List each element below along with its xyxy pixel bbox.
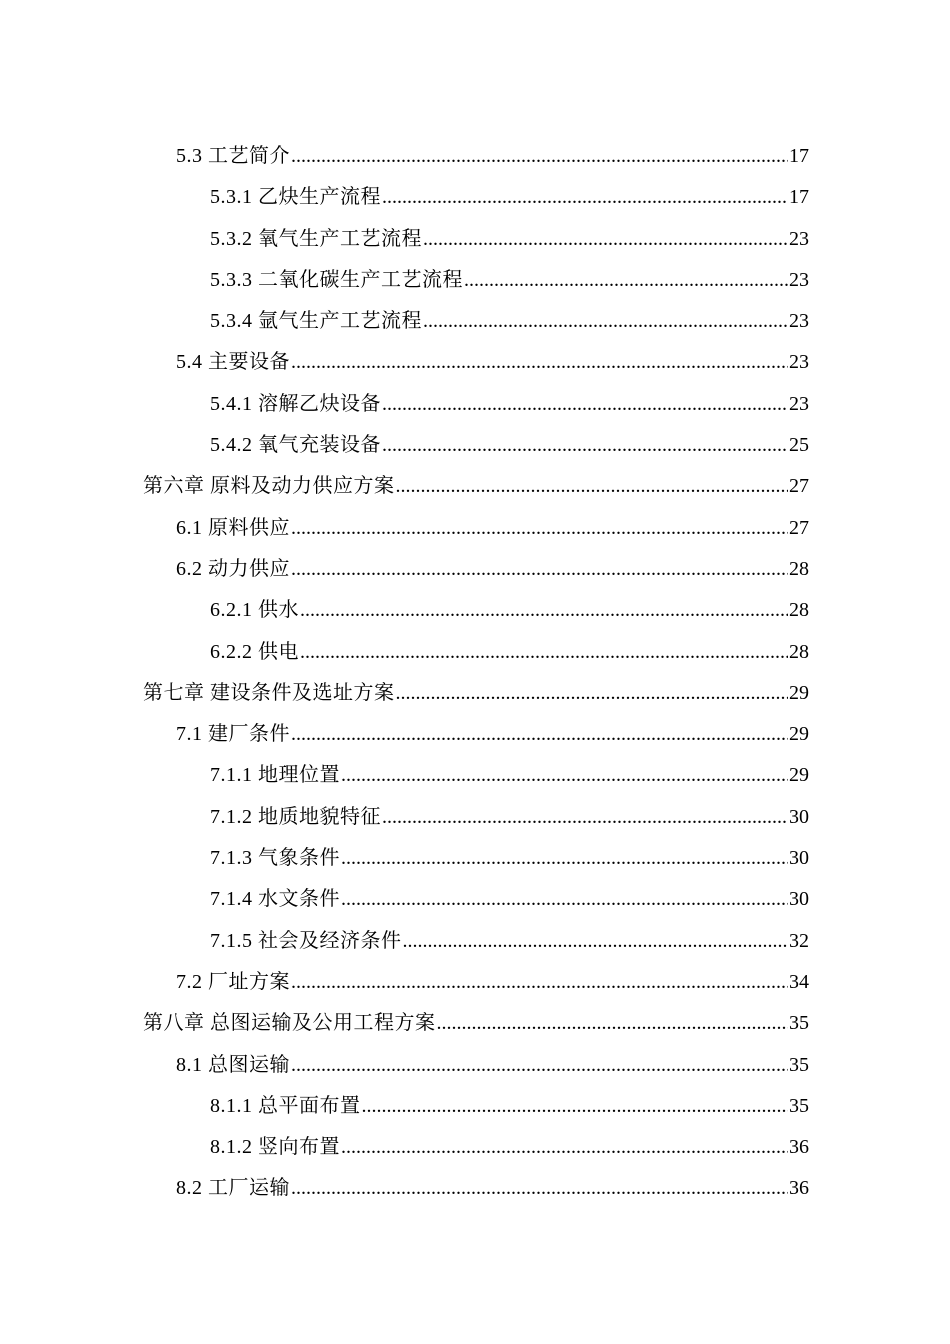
toc-dot-leader (396, 466, 789, 507)
toc-entry-label: 7.1 建厂条件 (176, 723, 290, 746)
toc-entry-page-number: 35 (789, 1053, 809, 1076)
toc-dot-leader (291, 508, 788, 549)
toc-dot-leader (382, 177, 788, 218)
toc-dot-leader (382, 425, 788, 466)
toc-entry-page-number: 29 (789, 681, 809, 704)
toc-entry-page-number: 35 (789, 1094, 809, 1117)
toc-entry-page-number: 32 (789, 929, 809, 952)
toc-entry-label: 7.1.4 水文条件 (210, 888, 340, 911)
toc-dot-leader (382, 797, 788, 838)
toc-entry[interactable] (143, 136, 809, 177)
toc-dot-leader (341, 879, 788, 920)
toc-dot-leader (382, 384, 788, 425)
toc-entry-label: 6.2.1 供水 (210, 599, 299, 622)
toc-entry-label: 第六章 原料及动力供应方案 (143, 475, 395, 498)
toc-entry[interactable] (143, 879, 809, 920)
toc-dot-leader (341, 838, 788, 879)
toc-entry[interactable] (143, 962, 809, 1003)
toc-entry[interactable] (143, 301, 809, 342)
toc-entry-page-number: 17 (789, 145, 809, 167)
toc-entry-label: 5.3.3 二氧化碳生产工艺流程 (210, 268, 463, 291)
toc-dot-leader (423, 301, 788, 342)
toc-entry[interactable] (143, 342, 809, 383)
toc-entry-page-number: 35 (789, 1012, 809, 1035)
toc-entry-page-number: 23 (789, 351, 809, 374)
toc-entry-page-number: 28 (789, 557, 809, 580)
toc-entry-page-number: 30 (789, 888, 809, 911)
toc-entry-label: 6.2.2 供电 (210, 640, 299, 663)
toc-entry-label: 5.3 工艺简介 (176, 145, 290, 167)
toc-entry-page-number: 28 (789, 599, 809, 622)
toc-dot-leader (300, 632, 788, 673)
toc-entry-label: 5.3.1 乙炔生产流程 (210, 186, 381, 209)
toc-entry[interactable] (143, 1086, 809, 1127)
toc-entry-label: 5.4.1 溶解乙炔设备 (210, 392, 381, 415)
toc-dot-leader (423, 219, 788, 260)
toc-entry-label: 第七章 建设条件及选址方案 (143, 681, 395, 704)
toc-entry-label: 5.4 主要设备 (176, 351, 290, 374)
toc-entry-page-number: 30 (789, 847, 809, 870)
toc-entry-page-number: 23 (789, 268, 809, 291)
toc-entry[interactable] (143, 549, 809, 590)
toc-entry[interactable] (143, 219, 809, 260)
toc-entry[interactable] (143, 673, 809, 714)
toc-entry[interactable] (143, 1045, 809, 1086)
toc-dot-leader (464, 260, 788, 301)
table-of-contents (143, 136, 809, 1210)
toc-entry[interactable] (143, 1127, 809, 1168)
toc-entry[interactable] (143, 755, 809, 796)
toc-entry-label: 第八章 总图运输及公用工程方案 (143, 1012, 436, 1035)
toc-dot-leader (291, 1045, 788, 1086)
toc-entry-page-number: 27 (789, 516, 809, 539)
toc-entry-label: 6.2 动力供应 (176, 557, 290, 580)
toc-dot-leader (437, 1003, 789, 1044)
toc-entry-page-number: 27 (789, 475, 809, 498)
toc-entry[interactable] (143, 632, 809, 673)
toc-dot-leader (341, 755, 788, 796)
toc-entry[interactable] (143, 384, 809, 425)
toc-entry-page-number: 23 (789, 227, 809, 250)
toc-entry[interactable] (143, 714, 809, 755)
toc-entry-page-number: 23 (789, 392, 809, 415)
toc-entry-page-number: 28 (789, 640, 809, 663)
toc-entry-page-number: 17 (789, 186, 809, 209)
toc-dot-leader (396, 673, 789, 714)
toc-entry-label: 7.2 厂址方案 (176, 970, 290, 993)
toc-entry-page-number: 36 (789, 1177, 809, 1200)
toc-entry-page-number: 30 (789, 805, 809, 828)
toc-dot-leader (291, 549, 788, 590)
toc-entry-label: 5.4.2 氧气充装设备 (210, 434, 381, 457)
toc-entry[interactable] (143, 177, 809, 218)
toc-entry[interactable] (143, 1003, 809, 1044)
toc-entry-label: 6.1 原料供应 (176, 516, 290, 539)
toc-entry-label: 5.3.4 氩气生产工艺流程 (210, 310, 422, 333)
toc-entry[interactable] (143, 1168, 809, 1209)
toc-dot-leader (291, 136, 788, 177)
toc-entry-label: 5.3.2 氧气生产工艺流程 (210, 227, 422, 250)
toc-entry[interactable] (143, 797, 809, 838)
toc-entry[interactable] (143, 466, 809, 507)
toc-dot-leader (403, 921, 789, 962)
toc-entry-label: 8.1.1 总平面布置 (210, 1094, 361, 1117)
toc-entry-page-number: 36 (789, 1136, 809, 1159)
toc-entry-label: 7.1.2 地质地貌特征 (210, 805, 381, 828)
toc-dot-leader (291, 714, 788, 755)
toc-entry[interactable] (143, 425, 809, 466)
toc-dot-leader (300, 590, 788, 631)
toc-entry[interactable] (143, 508, 809, 549)
toc-dot-leader (362, 1086, 789, 1127)
toc-entry-label: 8.1 总图运输 (176, 1053, 290, 1076)
toc-entry[interactable] (143, 838, 809, 879)
toc-dot-leader (341, 1127, 788, 1168)
toc-entry-label: 7.1.1 地理位置 (210, 764, 340, 787)
toc-entry-label: 7.1.5 社会及经济条件 (210, 929, 402, 952)
toc-dot-leader (291, 1168, 788, 1209)
toc-entry-page-number: 29 (789, 764, 809, 787)
toc-dot-leader (291, 342, 788, 383)
toc-dot-leader (291, 962, 788, 1003)
toc-entry-page-number: 29 (789, 723, 809, 746)
toc-entry[interactable] (143, 590, 809, 631)
toc-entry[interactable] (143, 260, 809, 301)
toc-entry-page-number: 25 (789, 434, 809, 457)
toc-entry-label: 7.1.3 气象条件 (210, 847, 340, 870)
toc-entry-label: 8.2 工厂运输 (176, 1177, 290, 1200)
toc-entry[interactable] (143, 921, 809, 962)
toc-entry-page-number: 23 (789, 310, 809, 333)
toc-entry-label: 8.1.2 竖向布置 (210, 1136, 340, 1159)
toc-entry-page-number: 34 (789, 970, 809, 993)
